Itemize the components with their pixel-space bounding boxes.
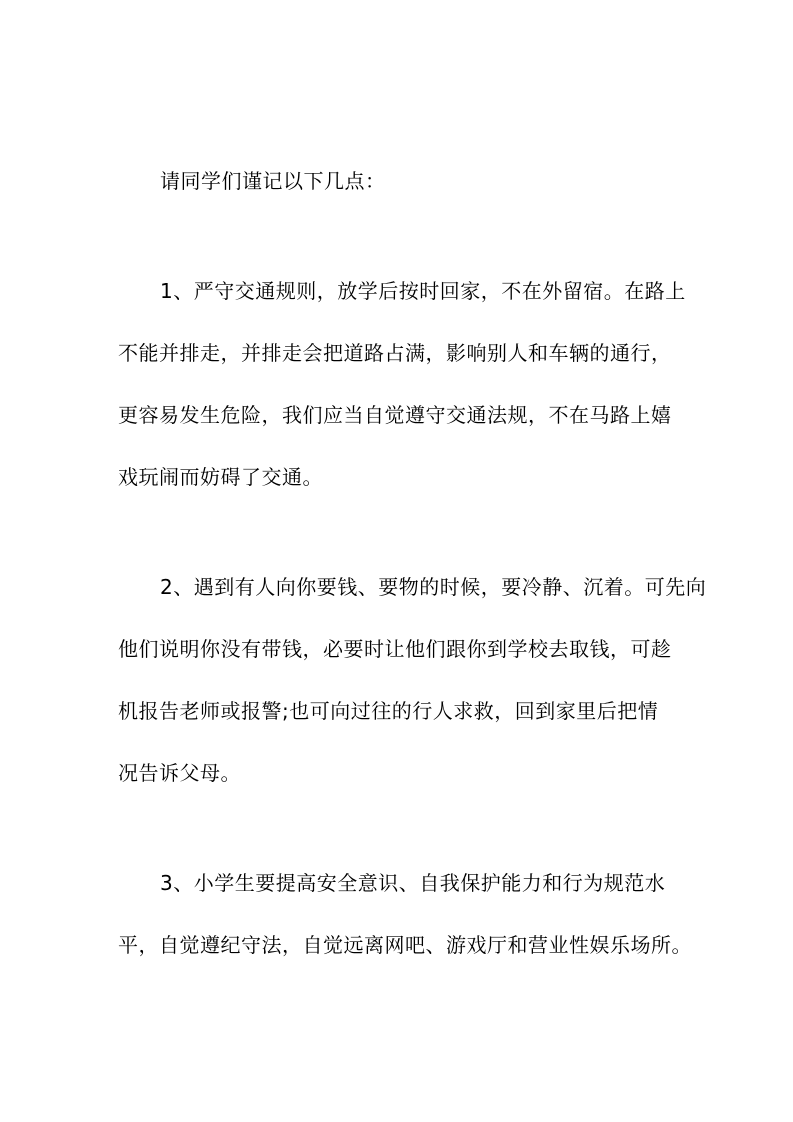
paragraph-line: 况告诉父母。 (118, 761, 241, 785)
paragraph-line: 平，自觉遵纪守法，自觉远离网吧、游戏厅和营业性娱乐场所。 (118, 933, 692, 957)
intro-text: 请同学们谨记以下几点： (160, 169, 386, 193)
paragraph-line: 他们说明你没有带钱，必要时让他们跟你到学校去取钱，可趁 (118, 637, 672, 661)
paragraph-line: 2、遇到有人向你要钱、要物的时候，要冷静、沉着。可先向 (160, 575, 707, 599)
paragraph-line: 戏玩闹而妨碍了交通。 (118, 465, 323, 489)
paragraph-line: 3、小学生要提高安全意识、自我保护能力和行为规范水 (160, 871, 666, 895)
paragraph-line: 更容易发生危险，我们应当自觉遵守交通法规，不在马路上嬉 (118, 403, 672, 427)
paragraph-line: 1、严守交通规则，放学后按时回家，不在外留宿。在路上 (160, 279, 686, 303)
paragraph-line: 机报告老师或报警;也可向过往的行人求救，回到家里后把情 (118, 699, 659, 723)
paragraph-line: 不能并排走，并排走会把道路占满，影响别人和车辆的通行， (118, 341, 672, 365)
